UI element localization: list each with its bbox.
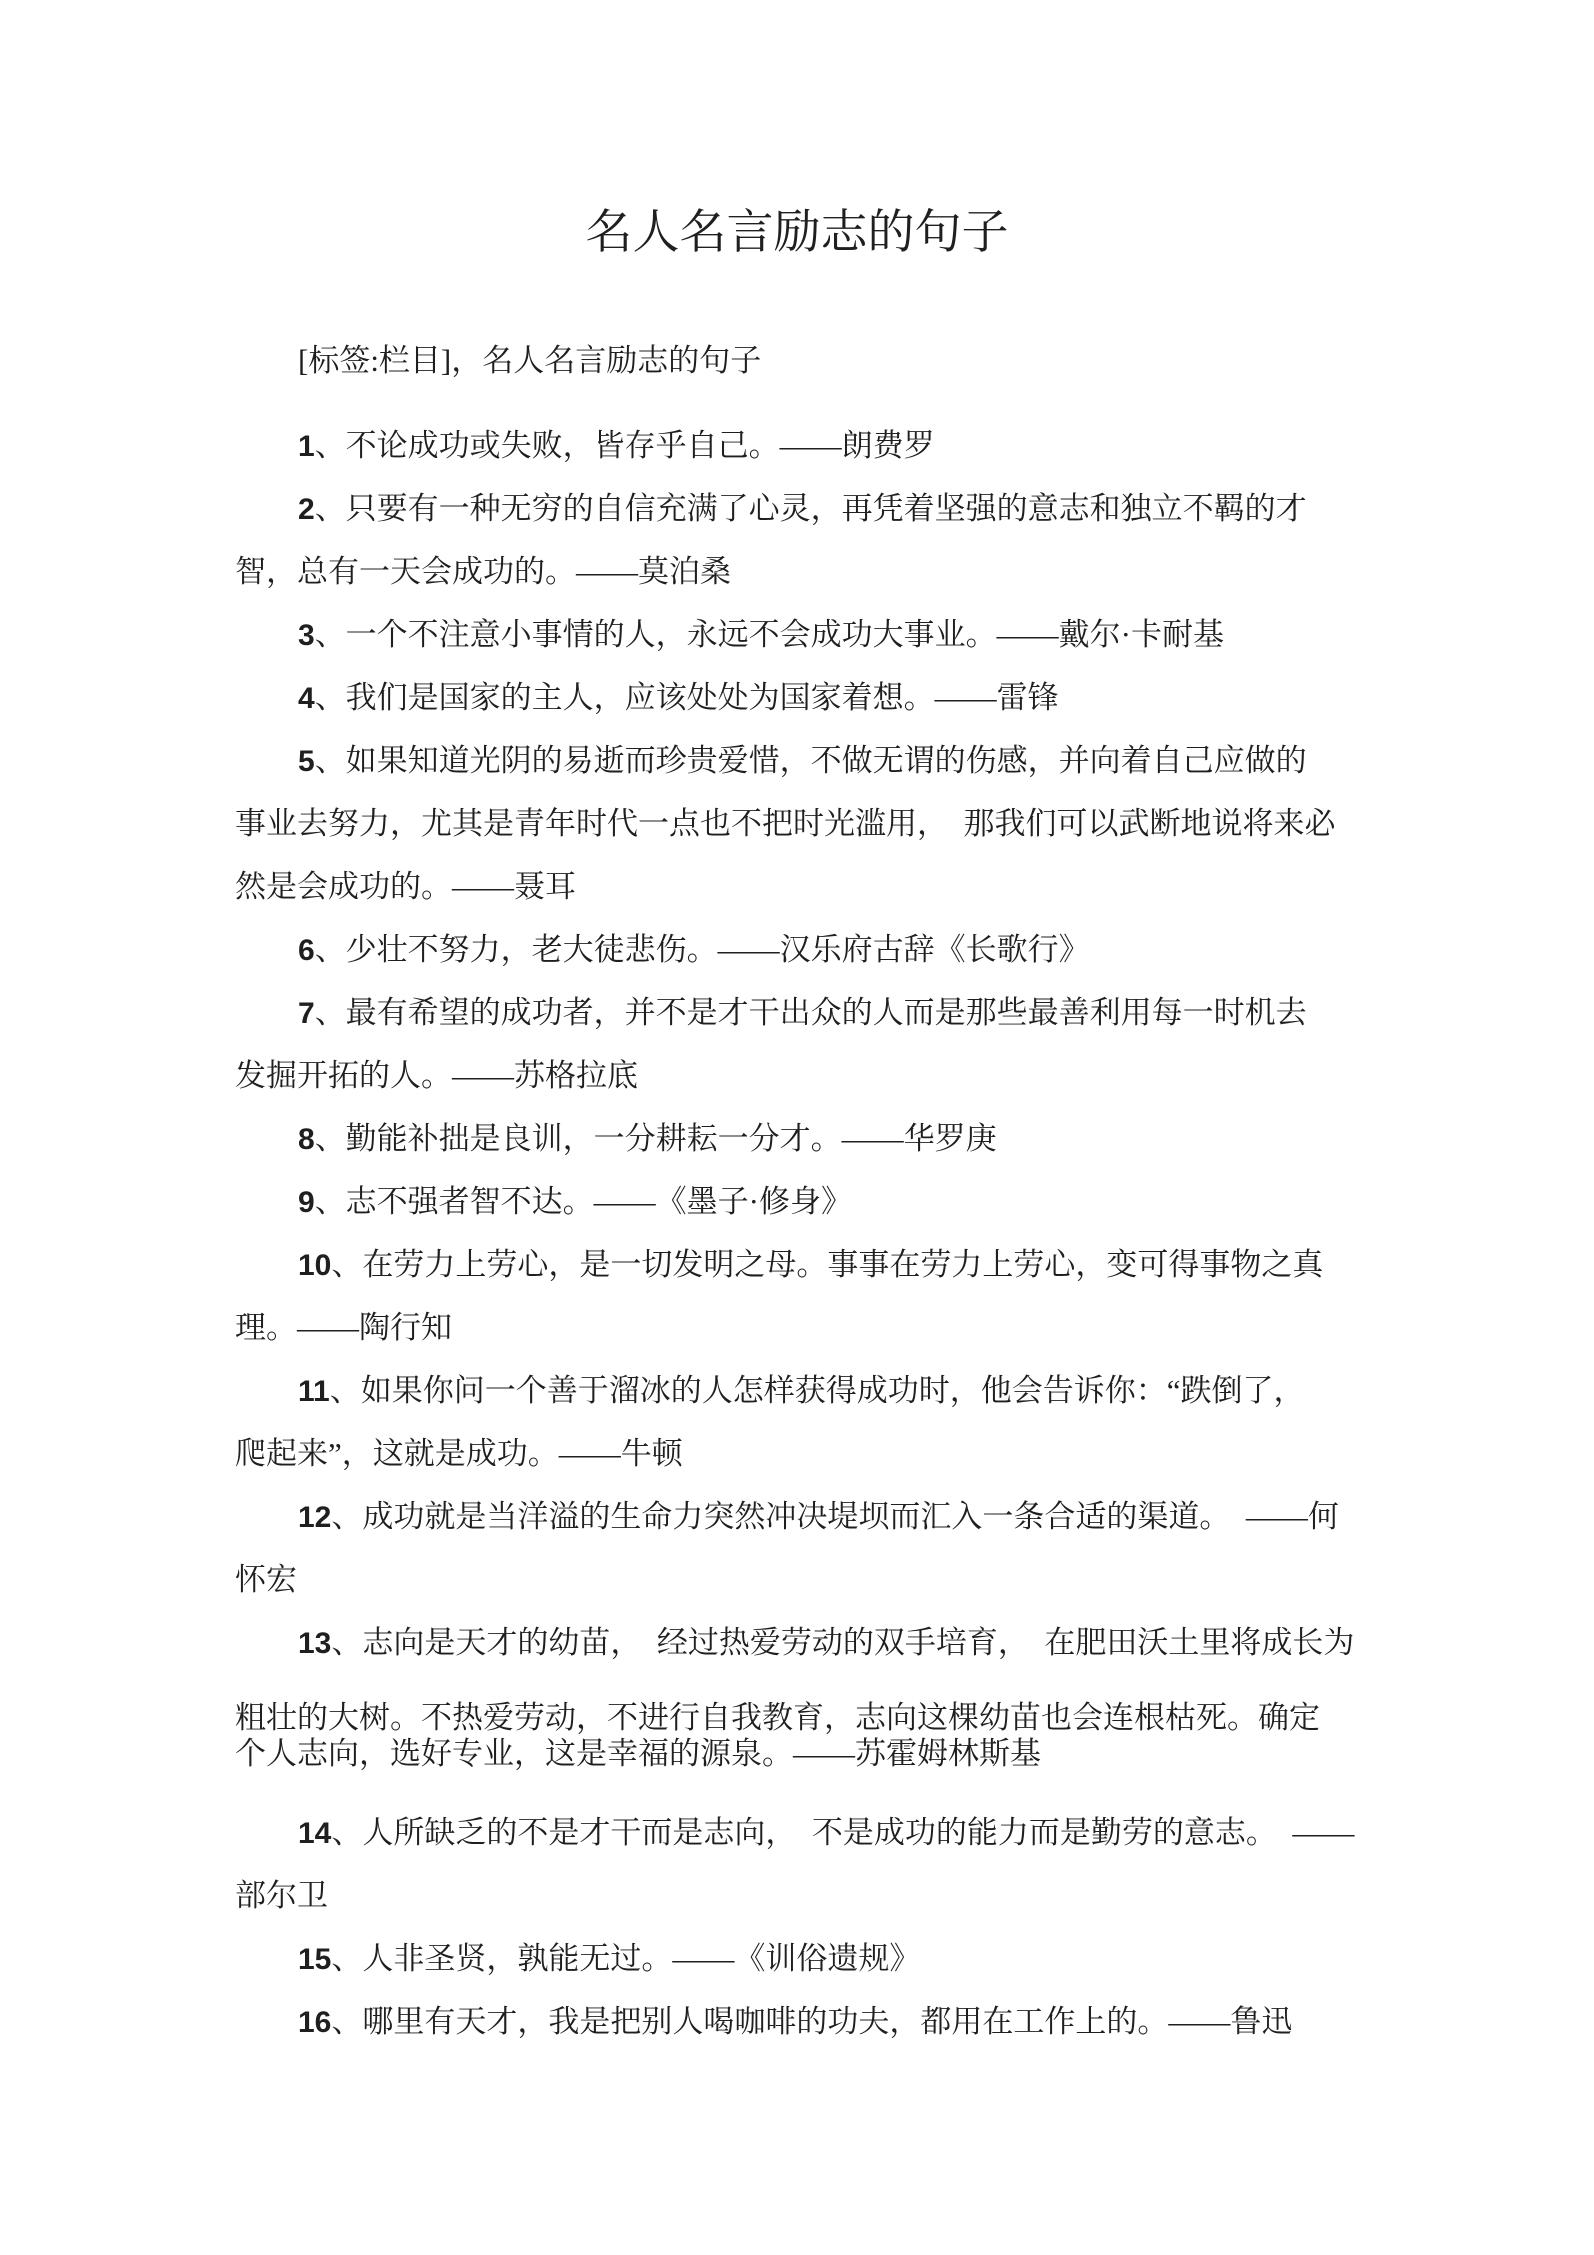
- line-text: 发掘开拓的人。——苏格拉底: [235, 1058, 638, 1093]
- line-text: 然是会成功的。——聂耳: [235, 869, 576, 904]
- line-text: 智，总有一天会成功的。——莫泊桑: [235, 554, 731, 589]
- line-text: 事业去努力，尤其是青年时代一点也不把时光滥用， 那我们可以武断地说将来必: [235, 806, 1336, 841]
- text-line: [235, 666, 1415, 729]
- text-line: [235, 729, 1415, 792]
- text-line: [235, 477, 1415, 540]
- text-line: [235, 1044, 1415, 1107]
- list-number: 15: [298, 1943, 332, 1976]
- document-title: 名人名言励志的句子: [585, 207, 1009, 259]
- line-text: 、志不强者智不达。——《墨子·修身》: [314, 1184, 853, 1219]
- text-line: [235, 981, 1415, 1044]
- list-number: 14: [298, 1817, 332, 1850]
- text-line: [235, 329, 1415, 392]
- text-line: [235, 792, 1415, 855]
- list-number: 13: [298, 1627, 332, 1660]
- line-text: 、不论成功或失败，皆存乎自己。——朗费罗: [314, 428, 935, 463]
- text-line: [235, 1801, 1415, 1864]
- line-text: 、哪里有天才，我是把别人喝咖啡的功夫，都用在工作上的。——鲁迅: [331, 2004, 1293, 2039]
- text-line: [235, 1170, 1415, 1233]
- line-text: 部尔卫: [235, 1878, 328, 1913]
- text-line: [235, 855, 1415, 918]
- line-text: 、最有希望的成功者，并不是才干出众的人而是那些最善利用每一时机去: [314, 995, 1307, 1030]
- list-number: 4: [298, 682, 315, 715]
- line-text: 、如果知道光阴的易逝而珍贵爱惜，不做无谓的伤感，并向着自己应做的: [314, 743, 1307, 778]
- text-line: [235, 1990, 1415, 2053]
- line-text: 、成功就是当洋溢的生命力突然冲决堤坝而汇入一条合适的渠道。 ——何: [331, 1499, 1339, 1534]
- list-number: 7: [298, 997, 315, 1030]
- list-number: 8: [298, 1123, 315, 1156]
- line-text: 、我们是国家的主人，应该处处为国家着想。——雷锋: [314, 680, 1059, 715]
- text-line: [235, 1611, 1415, 1674]
- text-line: [235, 1927, 1415, 1990]
- line-text: 怀宏: [235, 1562, 297, 1597]
- text-line: [235, 1359, 1415, 1422]
- line-text: 粗壮的大树。不热爱劳动，不进行自我教育，志向这棵幼苗也会连根枯死。确定: [235, 1700, 1320, 1735]
- text-line: [235, 918, 1415, 981]
- text-line: [235, 1485, 1415, 1548]
- list-number: 11: [298, 1375, 330, 1408]
- text-line: [235, 1864, 1415, 1927]
- text-line: [235, 1422, 1415, 1485]
- list-number: 9: [298, 1186, 315, 1219]
- line-text: 、如果你问一个善于溜冰的人怎样获得成功时，他会告诉你：“跌倒了，: [329, 1373, 1305, 1408]
- text-line: [235, 603, 1415, 666]
- text-line: [235, 1107, 1415, 1170]
- line-text: [标签:栏目]，名人名言励志的句子: [298, 343, 762, 378]
- list-number: 16: [298, 2006, 332, 2039]
- list-number: 1: [298, 430, 315, 463]
- line-text: 、人所缺乏的不是才干而是志向， 不是成功的能力而是勤劳的意志。 ——: [331, 1815, 1355, 1850]
- line-text: 、只要有一种无穷的自信充满了心灵，再凭着坚强的意志和独立不羁的才: [314, 491, 1307, 526]
- list-number: 12: [298, 1501, 332, 1534]
- text-line: [235, 1233, 1415, 1296]
- list-number: 10: [298, 1249, 332, 1282]
- list-number: 3: [298, 619, 315, 652]
- line-text: 、勤能补拙是良训，一分耕耘一分才。——华罗庚: [314, 1121, 997, 1156]
- line-text: 、在劳力上劳心，是一切发明之母。事事在劳力上劳心，变可得事物之真: [331, 1247, 1324, 1282]
- list-number: 6: [298, 934, 315, 967]
- line-text: 理。——陶行知: [235, 1310, 452, 1345]
- text-line: [235, 1548, 1415, 1611]
- line-text: 、人非圣贤，孰能无过。——《训俗遗规》: [331, 1941, 921, 1976]
- document-body: [235, 329, 1415, 2053]
- list-number: 5: [298, 745, 315, 778]
- line-text: 、一个不注意小事情的人，永远不会成功大事业。——戴尔·卡耐基: [314, 617, 1225, 652]
- line-text: 、少壮不努力，老大徒悲伤。——汉乐府古辞《长歌行》: [314, 932, 1090, 967]
- text-line: [235, 414, 1415, 477]
- line-text: 爬起来”，这就是成功。——牛顿: [235, 1436, 683, 1471]
- line-text: 、志向是天才的幼苗， 经过热爱劳动的双手培育， 在肥田沃土里将成长为: [331, 1625, 1355, 1660]
- text-line: [235, 1296, 1415, 1359]
- list-number: 2: [298, 493, 315, 526]
- line-text: 个人志向，选好专业，这是幸福的源泉。——苏霍姆林斯基: [235, 1736, 1041, 1771]
- text-line: [235, 540, 1415, 603]
